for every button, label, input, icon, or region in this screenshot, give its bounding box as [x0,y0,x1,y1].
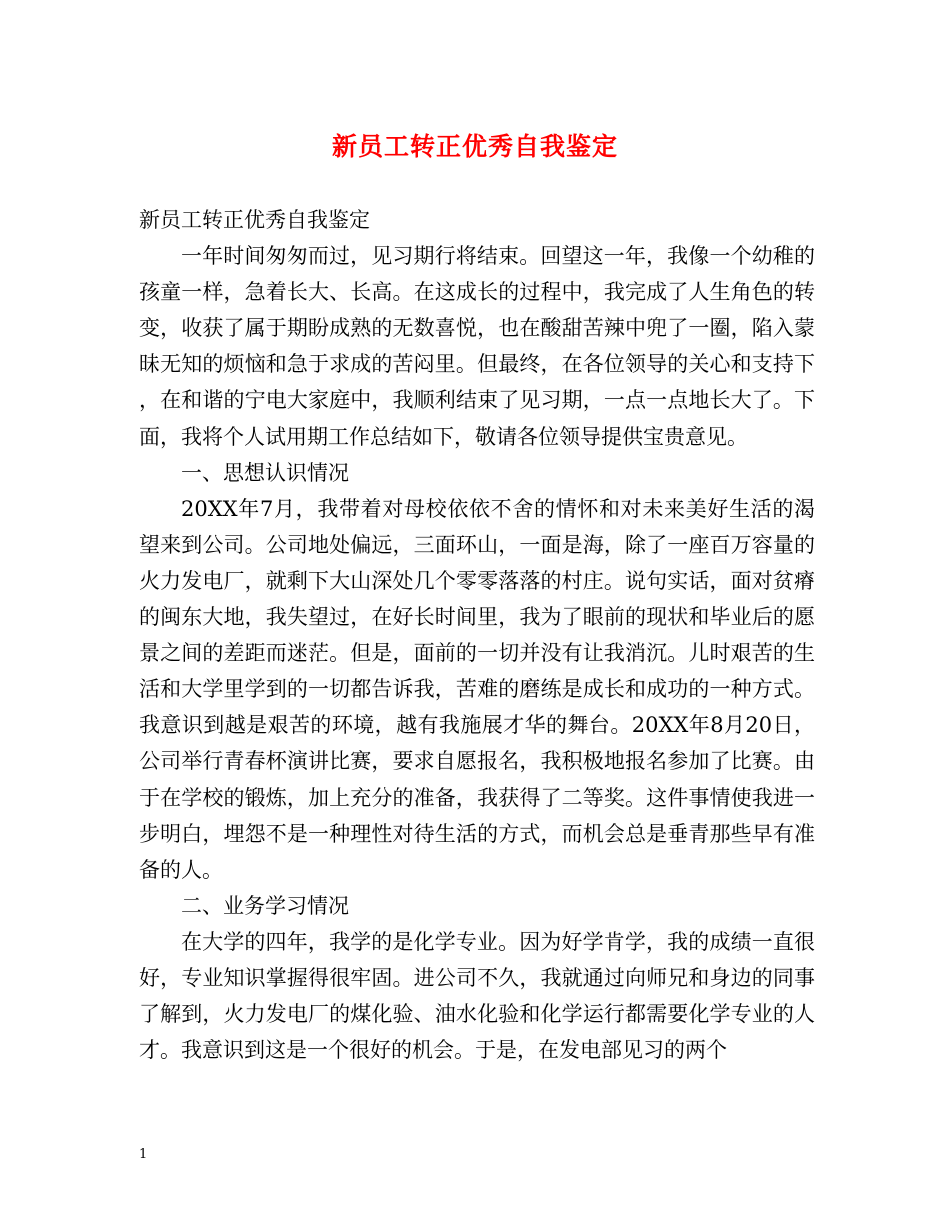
paragraph-study: 在大学的四年，我学的是化学专业。因为好学肯学，我的成绩一直很好，专业知识掌握得很牢固。进公司不久，我就通过向师兄和身边的同事了解到，火力发电厂的煤化验、油水化验和化学运行都需要化学专业的人才。我意识到这是一个很好的机会。于是，在发电部见习的两个 [139,929,815,1063]
section-heading-study: 二、业务学习情况 [181,893,349,918]
paragraph-thought: 20XX年7月，我带着对母校依依不舍的情怀和对未来美好生活的渴望来到公司。公司地处偏远，三面环山，一面是海，除了一座百万容量的火力发电厂，就剩下大山深处几个零零落落的村庄。说句实话，面对贫瘠的闽东大地，我失望过，在好长时间里，我为了眼前的现状和毕业后的愿景之间的差距而迷茫。但是，面前的一切并没有让我消沉。儿时艰苦的生活和大学里学到的一切都告诉我，苦难的磨练是成长和成功的一种方式。我意识到越是艰苦的环境，越有我施展才华的舞台。20XX年8月20日，公司举行青春杯演讲比赛，要求自愿报名，我积极地报名参加了比赛。由于在学校的锻炼，加上充分的准备，我获得了二等奖。这件事情使我进一步明白，埋怨不是一种理性对待生活的方式，而机会总是垂青那些早有准备的人。 [139,496,815,882]
page-number: 1 [139,1147,148,1162]
document-body [139,202,815,1068]
body-heading: 新员工转正优秀自我鉴定 [139,208,370,232]
document-title: 新员工转正优秀自我鉴定 [331,132,618,161]
section-heading-thought: 一、思想认识情况 [181,460,349,485]
paragraph-intro: 一年时间匆匆而过，见习期行将结束。回望这一年，我像一个幼稚的孩童一样，急着长大、长高。在这成长的过程中，我完成了人生角色的转变，收获了属于期盼成熟的无数喜悦，也在酸甜苦辣中兜了一圈，陷入蒙昧无知的烦恼和急于求成的苦闷里。但最终，在各位领导的关心和支持下，在和谐的宁电大家庭中，我顺利结束了见习期，一点一点地长大了。下面，我将个人试用期工作总结如下，敬请各位领导提供宝贵意见。 [139,244,815,449]
